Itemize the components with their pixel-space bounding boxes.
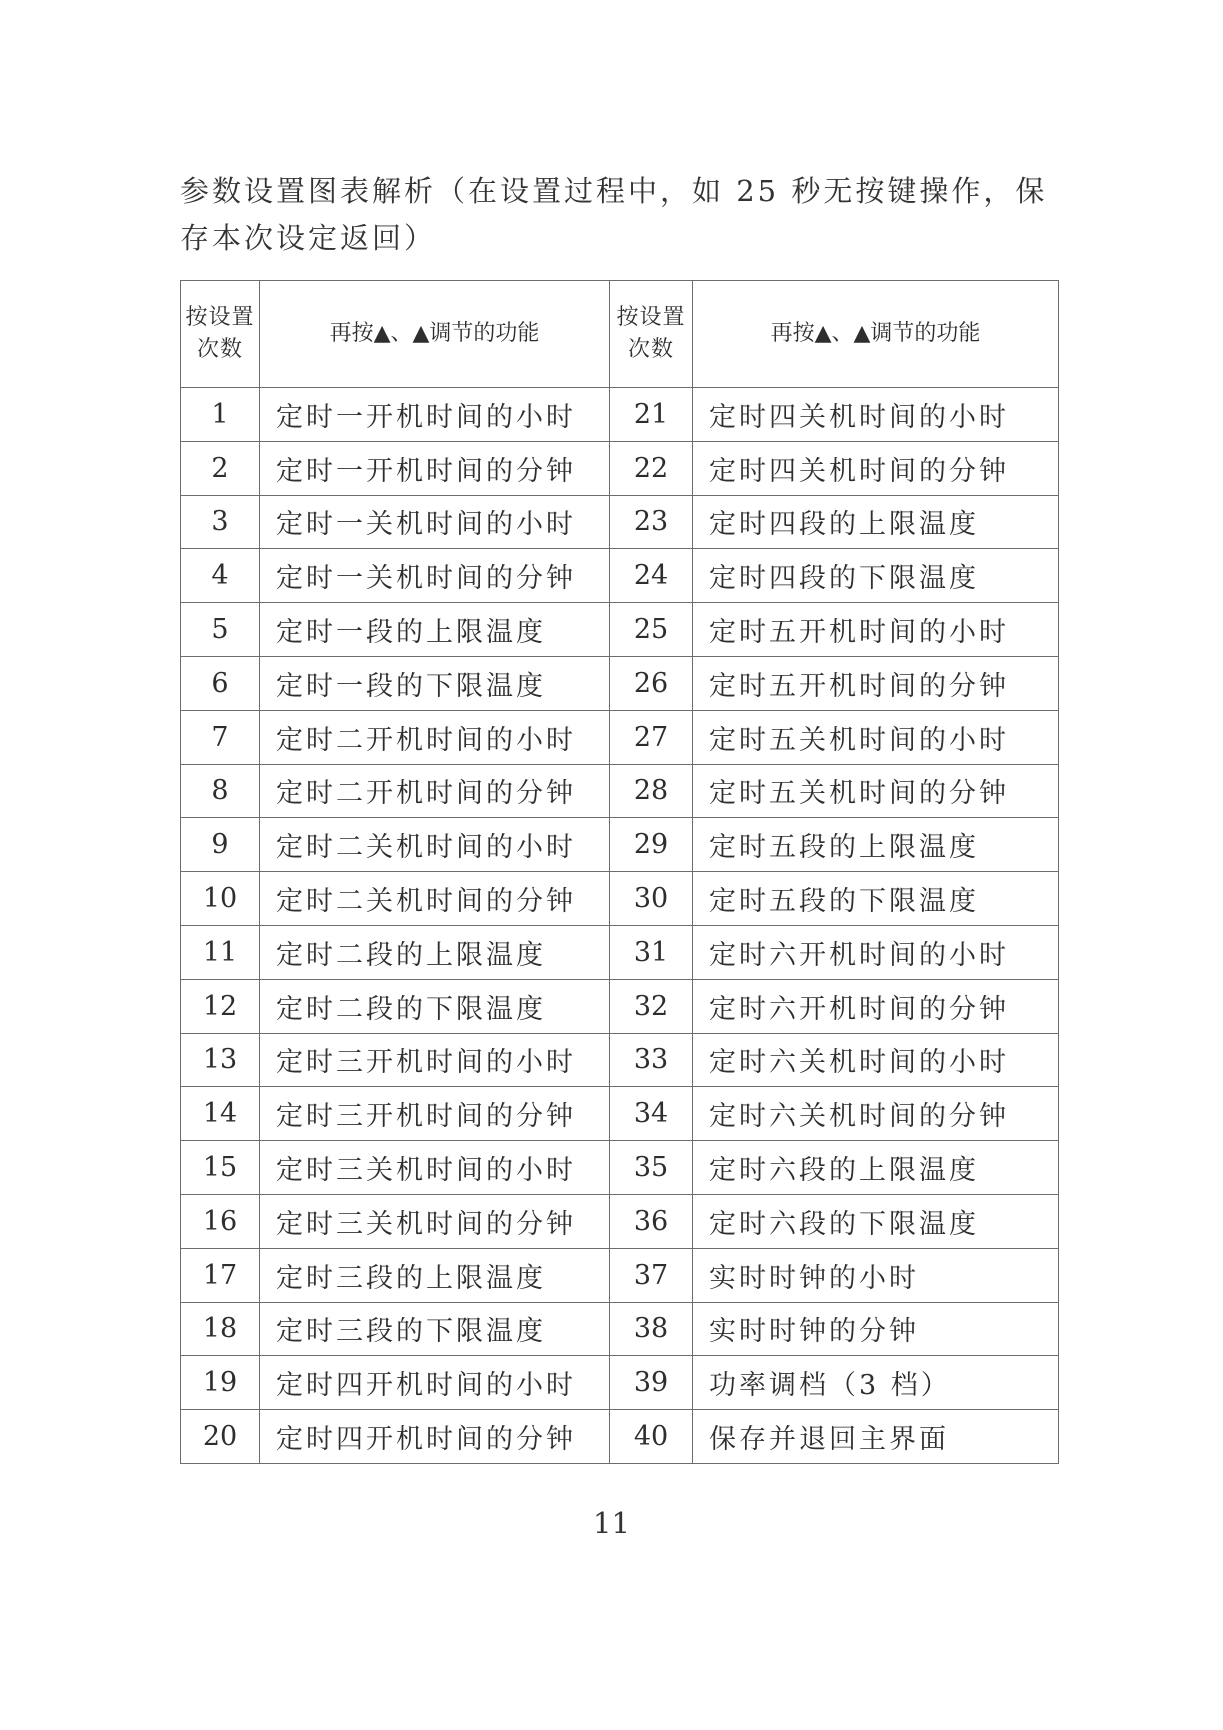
setting-function-left: 定时二开机时间的小时 [260, 710, 610, 764]
setting-function-left: 定时三关机时间的小时 [260, 1141, 610, 1195]
setting-function-left: 定时一关机时间的小时 [260, 495, 610, 549]
table-row [181, 495, 1059, 549]
setting-count-right: 29 [610, 818, 693, 872]
table-row [181, 1141, 1059, 1195]
setting-count-left: 10 [181, 872, 260, 926]
setting-function-left: 定时一段的下限温度 [260, 656, 610, 710]
setting-function-right: 定时六开机时间的小时 [693, 925, 1059, 979]
setting-function-right: 定时六段的上限温度 [693, 1141, 1059, 1195]
setting-function-right: 保存并退回主界面 [693, 1410, 1059, 1464]
setting-function-left: 定时二关机时间的小时 [260, 818, 610, 872]
setting-count-left: 14 [181, 1087, 260, 1141]
setting-count-right: 24 [610, 549, 693, 603]
table-row [181, 1248, 1059, 1302]
setting-function-right: 定时六关机时间的小时 [693, 1033, 1059, 1087]
setting-count-left: 1 [181, 388, 260, 442]
setting-count-right: 33 [610, 1033, 693, 1087]
setting-count-left: 3 [181, 495, 260, 549]
setting-count-left: 7 [181, 710, 260, 764]
setting-count-right: 38 [610, 1302, 693, 1356]
setting-count-left: 2 [181, 441, 260, 495]
setting-function-left: 定时三段的上限温度 [260, 1248, 610, 1302]
setting-function-right: 定时五段的下限温度 [693, 872, 1059, 926]
header-count-right: 按设置次数 [610, 281, 693, 388]
setting-function-left: 定时二开机时间的分钟 [260, 764, 610, 818]
setting-function-left: 定时三开机时间的小时 [260, 1033, 610, 1087]
table-header [181, 281, 1059, 388]
setting-count-right: 31 [610, 925, 693, 979]
setting-count-right: 40 [610, 1410, 693, 1464]
setting-function-right: 定时五段的上限温度 [693, 818, 1059, 872]
setting-function-left: 定时三段的下限温度 [260, 1302, 610, 1356]
setting-count-right: 23 [610, 495, 693, 549]
table-row [181, 872, 1059, 926]
setting-count-left: 6 [181, 656, 260, 710]
setting-function-right: 定时四段的上限温度 [693, 495, 1059, 549]
header-function-left: 再按▲、▲调节的功能 [260, 281, 610, 388]
setting-count-right: 36 [610, 1194, 693, 1248]
setting-function-left: 定时四开机时间的分钟 [260, 1410, 610, 1464]
table-row [181, 603, 1059, 657]
setting-function-right: 功率调档（3 档） [693, 1356, 1059, 1410]
setting-count-right: 35 [610, 1141, 693, 1195]
table-row [181, 1087, 1059, 1141]
setting-count-left: 15 [181, 1141, 260, 1195]
table-row [181, 710, 1059, 764]
table-row [181, 441, 1059, 495]
setting-count-right: 26 [610, 656, 693, 710]
table-row [181, 979, 1059, 1033]
setting-count-left: 8 [181, 764, 260, 818]
setting-function-left: 定时一关机时间的分钟 [260, 549, 610, 603]
setting-function-right: 定时六关机时间的分钟 [693, 1087, 1059, 1141]
setting-count-left: 4 [181, 549, 260, 603]
table-row [181, 549, 1059, 603]
table-header-row [181, 281, 1059, 388]
setting-count-right: 28 [610, 764, 693, 818]
page-number: 11 [593, 1506, 630, 1540]
intro-paragraph: 参数设置图表解析（在设置过程中，如 25 秒无按键操作，保存本次设定返回） [180, 174, 1048, 255]
setting-function-right: 定时五关机时间的分钟 [693, 764, 1059, 818]
setting-count-left: 16 [181, 1194, 260, 1248]
table-row [181, 388, 1059, 442]
setting-count-left: 20 [181, 1410, 260, 1464]
setting-function-left: 定时一开机时间的分钟 [260, 441, 610, 495]
setting-function-right: 定时六开机时间的分钟 [693, 979, 1059, 1033]
setting-count-right: 27 [610, 710, 693, 764]
setting-function-right: 定时五开机时间的小时 [693, 603, 1059, 657]
setting-count-left: 13 [181, 1033, 260, 1087]
table-row [181, 1033, 1059, 1087]
setting-function-left: 定时三关机时间的分钟 [260, 1194, 610, 1248]
setting-function-right: 实时时钟的小时 [693, 1248, 1059, 1302]
setting-function-left: 定时四开机时间的小时 [260, 1356, 610, 1410]
setting-count-right: 30 [610, 872, 693, 926]
parameter-settings-table [180, 280, 1059, 1464]
setting-count-left: 18 [181, 1302, 260, 1356]
setting-function-left: 定时二段的上限温度 [260, 925, 610, 979]
setting-count-right: 34 [610, 1087, 693, 1141]
setting-function-right: 实时时钟的分钟 [693, 1302, 1059, 1356]
header-function-right: 再按▲、▲调节的功能 [693, 281, 1059, 388]
setting-count-left: 9 [181, 818, 260, 872]
setting-function-right: 定时五关机时间的小时 [693, 710, 1059, 764]
setting-count-left: 12 [181, 979, 260, 1033]
setting-function-left: 定时三开机时间的分钟 [260, 1087, 610, 1141]
table-row [181, 925, 1059, 979]
setting-function-right: 定时四段的下限温度 [693, 549, 1059, 603]
header-count-left: 按设置次数 [181, 281, 260, 388]
setting-count-right: 22 [610, 441, 693, 495]
setting-function-right: 定时四关机时间的小时 [693, 388, 1059, 442]
setting-count-left: 19 [181, 1356, 260, 1410]
table-body [181, 388, 1059, 1464]
setting-count-right: 37 [610, 1248, 693, 1302]
setting-count-right: 32 [610, 979, 693, 1033]
setting-count-left: 5 [181, 603, 260, 657]
table-row [181, 1410, 1059, 1464]
setting-count-right: 21 [610, 388, 693, 442]
table-row [181, 1356, 1059, 1410]
setting-function-left: 定时二段的下限温度 [260, 979, 610, 1033]
setting-function-left: 定时一开机时间的小时 [260, 388, 610, 442]
setting-function-left: 定时二关机时间的分钟 [260, 872, 610, 926]
table-row [181, 656, 1059, 710]
setting-function-right: 定时六段的下限温度 [693, 1194, 1059, 1248]
setting-count-left: 17 [181, 1248, 260, 1302]
setting-count-left: 11 [181, 925, 260, 979]
setting-function-left: 定时一段的上限温度 [260, 603, 610, 657]
table-row [181, 1194, 1059, 1248]
setting-function-right: 定时四关机时间的分钟 [693, 441, 1059, 495]
table-row [181, 1302, 1059, 1356]
table-row [181, 818, 1059, 872]
table-row [181, 764, 1059, 818]
setting-function-right: 定时五开机时间的分钟 [693, 656, 1059, 710]
setting-count-right: 25 [610, 603, 693, 657]
setting-count-right: 39 [610, 1356, 693, 1410]
